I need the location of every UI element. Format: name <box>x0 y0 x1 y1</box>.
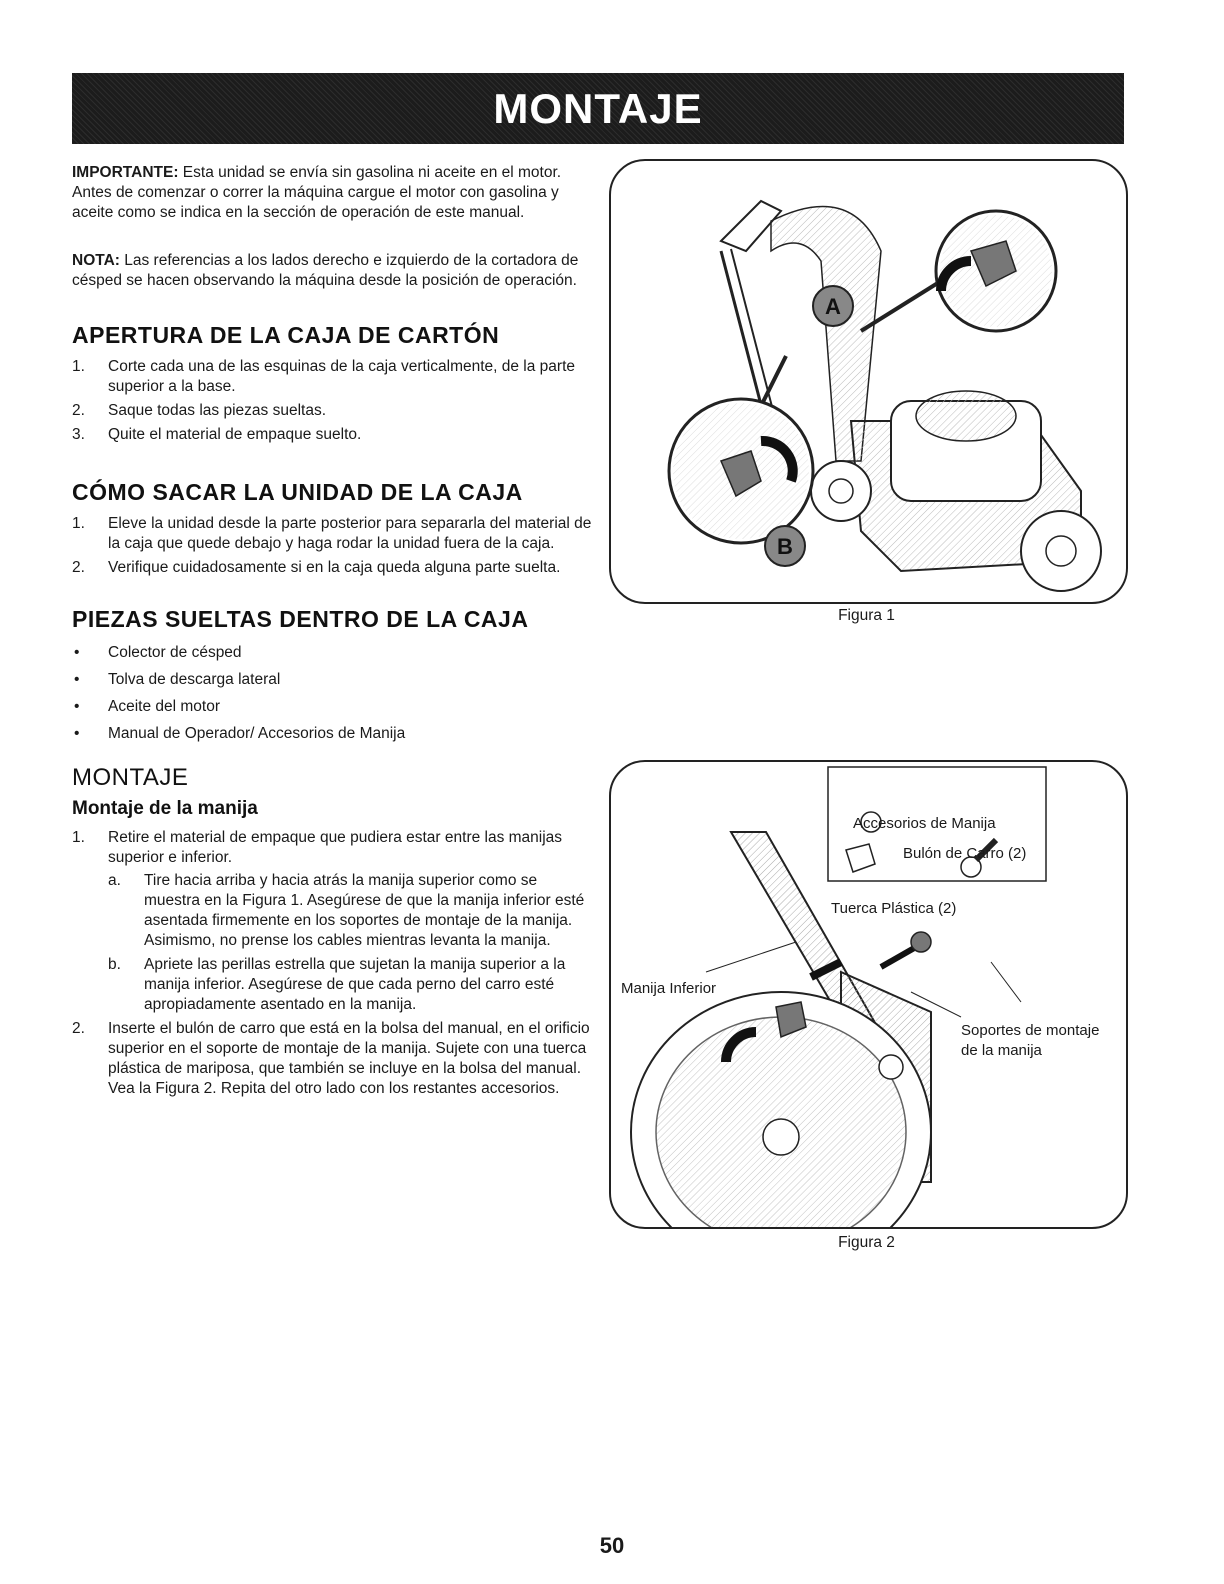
section-montaje <box>72 764 592 1103</box>
list-item: 1. Eleve la unidad desde la parte posterior para separarla del material de la caja que quede debajo y haga rodar la unidad fuera de la caja. <box>72 515 592 552</box>
callout-a <box>813 286 853 326</box>
mower-illustration <box>611 161 1126 602</box>
intro-nota <box>72 251 592 291</box>
bolt-label: Bulón de Carro (2) <box>903 845 1027 862</box>
figure-2-caption: Figura 2 <box>838 1234 895 1251</box>
list-item: • Aceite del motor <box>72 697 592 717</box>
brackets-label-line-1: Soportes de montaje <box>961 1022 1100 1039</box>
piezas-heading: PIEZAS SUELTAS DENTRO DE LA CAJA <box>72 606 529 632</box>
svg-text:B: B <box>777 534 793 559</box>
callout-b <box>765 526 805 566</box>
figure-1-caption: Figura 1 <box>838 607 895 624</box>
list-item: 2. Inserte el bulón de carro que está en la bolsa del manual, en el orificio superior en el soporte de montaje de la manija. Sujete con una tuerca plástica de mariposa, que también se incluye en la bolsa del manual. Vea la Figura 2. Repita del otro lado con los restantes accesorios. <box>72 1020 590 1097</box>
lower-handle-label: Manija Inferior <box>621 980 717 997</box>
apertura-heading: APERTURA DE LA CAJA DE CARTÓN <box>72 322 500 348</box>
list-item: 1. Corte cada una de las esquinas de la caja verticalmente, de la parte superior a la base. <box>72 358 576 395</box>
list-item: 2. Verifique cuidadosamente si en la caja queda alguna parte suelta. <box>72 559 561 576</box>
list-item: 2. Saque todas las piezas sueltas. <box>72 402 326 419</box>
page-number: 50 <box>599 1533 625 1558</box>
list-item: 1. Retire el material de empaque que pudiera estar entre las manijas superior e inferior. a. Tire hacia arriba y hacia atrás la manija superior como se muestra en la Figura 1. Asegúrese de que la manija inferior esté asentada firmemente en los soportes de montaje de la manija. Asimismo, no prense los cables mientras levanta la manija. b. Apriete las perillas estrella que sujetan la manija superior a la manija inferior. Asegúrese de que cada perno del carro esté apropiadamente asentado en la manija. <box>72 828 592 1015</box>
sacar-steps <box>72 514 592 578</box>
brackets-label-line-2: de la manija <box>961 1042 1042 1059</box>
importante-text: Esta unidad se envía sin gasolina ni aceite en el motor. Antes de comenzar o correr la máquina cargue el motor con gasolina y aceite como se indica en la sección de operación de este manual. <box>72 164 562 221</box>
section-sacar <box>72 479 592 582</box>
importante-label: IMPORTANTE: <box>72 164 179 181</box>
montaje-subheading: Montaje de la manija <box>72 798 258 819</box>
banner-title: MONTAJE <box>493 84 703 132</box>
montaje-substeps <box>108 871 592 1015</box>
nut-label: Tuerca Plástica (2) <box>831 900 957 917</box>
montaje-steps <box>72 828 592 1099</box>
piezas-list <box>72 643 592 744</box>
intro-importante <box>72 163 592 223</box>
section-banner <box>72 73 1124 144</box>
nota-text: Las referencias a los lados derecho e izquierdo de la cortadora de césped se hacen observando la máquina desde la posición de operación. <box>72 252 579 289</box>
nota-label: NOTA: <box>72 252 120 269</box>
figure-2 <box>609 760 1128 1229</box>
list-item: b. Apriete las perillas estrella que sujetan la manija superior a la manija inferior. Asegúrese de que cada perno del carro esté apropiadamente asentado en la manija. <box>108 956 566 1013</box>
apertura-steps <box>72 357 592 445</box>
list-item: • Colector de césped <box>72 643 592 663</box>
section-piezas <box>72 606 592 751</box>
montaje-heading: MONTAJE <box>72 764 189 791</box>
accessories-box-title: Accesorios de Manija <box>853 815 996 832</box>
list-item: • Manual de Operador/ Accesorios de Manija <box>72 724 592 744</box>
list-item: a. Tire hacia arriba y hacia atrás la manija superior como se muestra en la Figura 1. Asegúrese de que la manija inferior esté asentada firmemente en los soportes de montaje de la manija. Asimismo, no prense los cables mientras levanta la manija. <box>108 872 585 949</box>
section-apertura <box>72 322 592 449</box>
svg-text:A: A <box>825 294 841 319</box>
list-item: 3. Quite el material de empaque suelto. <box>72 426 362 443</box>
figure-1 <box>609 159 1128 604</box>
sacar-heading: CÓMO SACAR LA UNIDAD DE LA CAJA <box>72 479 523 505</box>
list-item: • Tolva de descarga lateral <box>72 670 592 690</box>
